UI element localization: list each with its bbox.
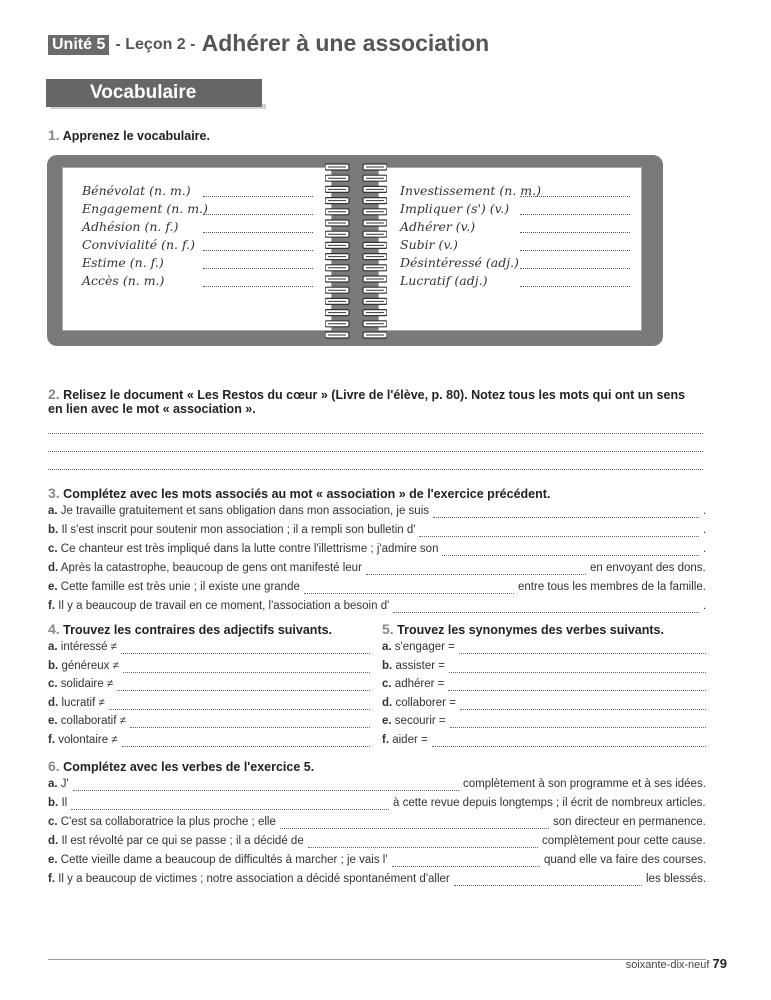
page-title <box>48 30 489 57</box>
item-text: lucratif ≠ <box>61 696 105 709</box>
page-footer <box>626 956 727 971</box>
answer-line[interactable] <box>203 232 313 233</box>
ex1-instruction: Apprenez le vocabulaire. <box>62 129 210 143</box>
item-label: c. <box>48 543 58 555</box>
item-text: intéressé ≠ <box>60 641 117 653</box>
item-text: Après la catastrophe, beaucoup de gens ont manifesté leur <box>60 562 362 574</box>
ex6-item <box>48 778 69 790</box>
item-label: b. <box>382 659 393 672</box>
ex5-item <box>382 641 455 653</box>
item-ending: à cette revue depuis longtemps ; il écrit de nombreux articles. <box>393 797 706 809</box>
vocab-left-2: Engagement (n. m.) <box>82 201 208 216</box>
ex4-item <box>48 660 119 672</box>
ex5-item <box>382 734 428 746</box>
ex5-instruction: Trouvez les synonymes des verbes suivants. <box>397 623 664 637</box>
ex3-item <box>48 505 429 517</box>
vocab-right-6: Lucratif (adj.) <box>400 273 488 288</box>
item-text: collaboratif ≠ <box>60 715 126 727</box>
answer-line[interactable] <box>520 250 630 251</box>
ex3-number: 3. <box>48 485 60 501</box>
footer-rule <box>48 959 706 960</box>
item-label: a. <box>382 641 392 653</box>
ex4-item <box>48 715 126 727</box>
ex3-item <box>48 562 362 574</box>
item-ending: quand elle va faire des courses. <box>544 854 707 866</box>
item-label: e. <box>48 715 58 727</box>
answer-line[interactable] <box>392 866 540 867</box>
answer-line[interactable] <box>71 809 389 810</box>
vocab-left-4: Convivialité (n. f.) <box>82 237 196 252</box>
vocab-left-6: Accès (n. m.) <box>82 273 165 288</box>
answer-line[interactable] <box>520 196 630 197</box>
answer-line[interactable] <box>432 746 706 747</box>
answer-line[interactable] <box>73 790 459 791</box>
item-text: assister = <box>395 659 445 672</box>
ex6-heading <box>48 758 314 774</box>
item-text: adhérer = <box>394 678 445 690</box>
item-text: généreux ≠ <box>61 659 119 672</box>
item-label: b. <box>48 524 59 536</box>
answer-line[interactable] <box>48 451 703 452</box>
ex5-item <box>382 697 456 709</box>
ex6-item <box>48 816 276 828</box>
item-text: C'est sa collaboratrice la plus proche ; elle <box>60 816 276 828</box>
item-label: f. <box>48 600 56 612</box>
ex3-item <box>48 600 389 612</box>
answer-line[interactable] <box>520 232 630 233</box>
ex2-instruction-line1: Relisez le document « Les Restos du cœur » (Livre de l'élève, p. 80). Notez tous les mots qui ont un sens <box>63 388 686 402</box>
ex6-instruction: Complétez avec les verbes de l'exercice 5. <box>63 760 315 774</box>
page-number-words: soixante-dix-neuf <box>625 959 710 971</box>
item-ending: complètement pour cette cause. <box>542 835 706 847</box>
answer-line[interactable] <box>48 469 703 470</box>
item-ending: son directeur en permanence. <box>553 816 706 828</box>
item-text: s'engager = <box>394 641 455 653</box>
item-label: a. <box>48 641 58 653</box>
item-label: d. <box>48 696 59 709</box>
item-label: d. <box>382 696 393 709</box>
ex5-item <box>382 660 445 672</box>
answer-line[interactable] <box>280 828 549 829</box>
item-ending: entre tous les membres de la famille. <box>518 581 706 593</box>
answer-line[interactable] <box>520 214 630 215</box>
answer-line[interactable] <box>449 672 706 673</box>
item-ending: les blessés. <box>646 873 707 885</box>
vocab-left-1: Bénévolat (n. m.) <box>82 183 191 198</box>
item-label: c. <box>382 678 392 690</box>
answer-line[interactable] <box>433 517 699 518</box>
ex4-instruction: Trouvez les contraires des adjectifs suivants. <box>63 623 333 637</box>
answer-line[interactable] <box>203 286 313 287</box>
item-text: Cette famille est très unie ; il existe une grande <box>60 581 300 593</box>
item-label: d. <box>48 835 59 847</box>
unit-badge: Unité 5 <box>48 35 109 55</box>
ex4-item <box>48 641 117 653</box>
item-label: c. <box>48 678 58 690</box>
item-text: volontaire ≠ <box>58 733 118 746</box>
answer-line[interactable] <box>459 653 706 654</box>
answer-line[interactable] <box>366 574 586 575</box>
vocab-right-3: Adhérer (v.) <box>400 219 476 234</box>
ex3-instruction: Complétez avec les mots associés au mot « association » de l'exercice précédent. <box>63 487 551 501</box>
item-label: a. <box>48 778 58 790</box>
ex5-item <box>382 678 444 690</box>
item-label: f. <box>382 733 390 746</box>
ex6-item <box>48 835 304 847</box>
item-ending: complètement à son programme et à ses idées. <box>463 778 706 790</box>
item-text: Cette vieille dame a beaucoup de difficultés à marcher ; je vais l' <box>60 854 388 866</box>
answer-line[interactable] <box>419 536 699 537</box>
ex3-item <box>48 543 438 555</box>
item-text: Il s'est inscrit pour soutenir mon association ; il a rempli son bulletin d' <box>61 524 416 536</box>
ex3-item <box>48 524 415 536</box>
item-ending: . <box>703 600 707 612</box>
answer-line[interactable] <box>48 433 703 434</box>
item-label: b. <box>48 659 59 672</box>
answer-line[interactable] <box>130 727 370 728</box>
answer-line[interactable] <box>203 250 313 251</box>
item-text: aider = <box>392 733 428 746</box>
vocab-right-2: Impliquer (s') (v.) <box>400 201 510 216</box>
item-text: secourir = <box>394 715 446 727</box>
answer-line[interactable] <box>460 709 706 710</box>
ex2-instruction-line2: en lien avec le mot « association ». <box>48 402 256 416</box>
item-text: collaborer = <box>395 696 456 709</box>
vocabulary-banner: Vocabulaire <box>46 79 262 107</box>
answer-line[interactable] <box>203 214 313 215</box>
answer-line[interactable] <box>203 196 313 197</box>
ex6-item <box>48 873 450 885</box>
item-label: a. <box>48 505 58 517</box>
answer-line[interactable] <box>454 885 642 886</box>
ex4-item <box>48 678 113 690</box>
ex1-heading <box>48 127 210 143</box>
page-number: 79 <box>712 956 727 971</box>
answer-line[interactable] <box>393 612 699 613</box>
ex1-number: 1. <box>48 127 60 143</box>
ex4-item <box>48 697 105 709</box>
item-text: Je travaille gratuitement et sans obligation dans mon association, je suis <box>60 505 429 517</box>
item-label: e. <box>382 715 392 727</box>
answer-line[interactable] <box>304 593 514 594</box>
answer-line[interactable] <box>117 690 370 691</box>
item-label: d. <box>48 562 59 574</box>
lesson-title: Adhérer à une association <box>201 30 490 56</box>
lesson-label: - Leçon 2 - <box>115 36 196 53</box>
ex3-item <box>48 581 300 593</box>
item-label: e. <box>48 854 58 866</box>
item-ending: . <box>703 524 707 536</box>
answer-line[interactable] <box>109 709 370 710</box>
ex5-item <box>382 715 446 727</box>
item-label: c. <box>48 816 58 828</box>
answer-line[interactable] <box>122 746 370 747</box>
answer-line[interactable] <box>123 672 370 673</box>
vocab-left-5: Estime (n. f.) <box>82 255 164 270</box>
spiral-binding <box>325 160 387 345</box>
answer-line[interactable] <box>520 286 630 287</box>
item-text: Il y a beaucoup de travail en ce moment, l'association a besoin d' <box>58 600 390 612</box>
item-text: Ce chanteur est très impliqué dans la lutte contre l'illettrisme ; j'admire son <box>60 543 439 555</box>
vocab-right-1: Investissement (n. m.) <box>400 183 541 198</box>
answer-line[interactable] <box>203 268 313 269</box>
answer-line[interactable] <box>442 555 699 556</box>
ex4-item <box>48 734 118 746</box>
ex6-item <box>48 797 67 809</box>
ex3-heading <box>48 485 550 501</box>
ex6-number: 6. <box>48 758 60 774</box>
answer-line[interactable] <box>450 727 706 728</box>
item-ending: en envoyant des dons. <box>590 562 706 574</box>
ex4-heading <box>48 621 332 637</box>
answer-line[interactable] <box>520 268 630 269</box>
item-label: b. <box>48 797 59 809</box>
item-label: e. <box>48 581 58 593</box>
ex5-number: 5. <box>382 621 394 637</box>
item-label: f. <box>48 873 56 885</box>
ex6-item <box>48 854 388 866</box>
ex5-heading <box>382 621 664 637</box>
answer-line[interactable] <box>308 847 538 848</box>
vocab-right-4: Subir (v.) <box>400 237 458 252</box>
item-text: Il <box>61 797 68 809</box>
item-text: J' <box>60 778 69 790</box>
ex4-number: 4. <box>48 621 60 637</box>
item-label: f. <box>48 733 56 746</box>
answer-line[interactable] <box>121 653 370 654</box>
vocab-right-5: Désintéressé (adj.) <box>400 255 519 270</box>
item-text: solidaire ≠ <box>60 678 114 690</box>
item-ending: . <box>703 543 707 555</box>
answer-line[interactable] <box>448 690 706 691</box>
item-text: Il est révolté par ce qui se passe ; il a décidé de <box>61 835 304 847</box>
ex2-number: 2. <box>48 386 60 402</box>
vocab-left-3: Adhésion (n. f.) <box>82 219 179 234</box>
item-ending: . <box>703 505 707 517</box>
ex2-heading <box>48 386 685 402</box>
item-text: Il y a beaucoup de victimes ; notre association a décidé spontanément d'aller <box>58 873 450 885</box>
